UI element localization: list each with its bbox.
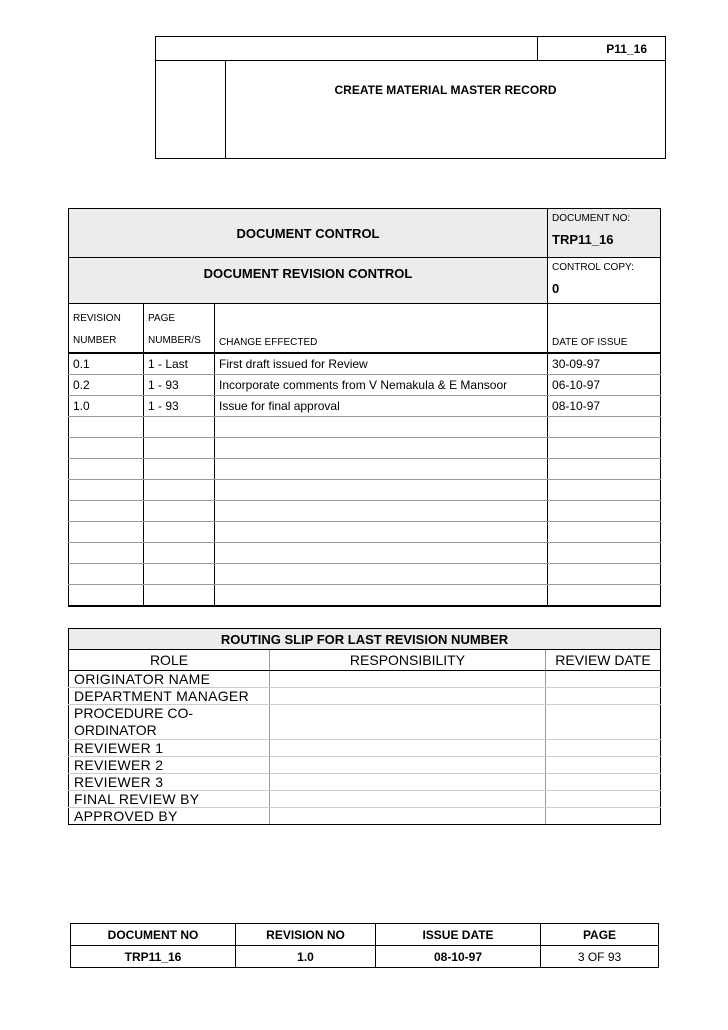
revision-cell-change: Incorporate comments from V Nemakula & E Mansoor bbox=[215, 375, 548, 396]
revision-cell-change bbox=[215, 564, 548, 585]
document-control-title: DOCUMENT CONTROL bbox=[69, 209, 548, 258]
page-title: CREATE MATERIAL MASTER RECORD bbox=[226, 61, 666, 159]
revision-cell-change bbox=[215, 522, 548, 543]
routing-row bbox=[69, 774, 661, 791]
col-revision-line2: NUMBER bbox=[73, 335, 117, 346]
revision-cell-pages: 1 - 93 bbox=[144, 396, 215, 417]
revision-row bbox=[69, 480, 661, 501]
revision-cell-change bbox=[215, 585, 548, 607]
revision-cell-pages: 1 - Last bbox=[144, 353, 215, 375]
routing-row bbox=[69, 808, 661, 825]
doc-no-label: DOCUMENT NO: bbox=[552, 213, 631, 224]
routing-responsibility bbox=[270, 791, 546, 808]
routing-row bbox=[69, 705, 661, 740]
revision-row bbox=[69, 585, 661, 607]
routing-role: PROCEDURE CO-ORDINATOR bbox=[69, 705, 270, 740]
logo-cell bbox=[156, 61, 226, 159]
revision-cell-date bbox=[548, 522, 661, 543]
routing-responsibility bbox=[270, 705, 546, 740]
revision-cell-revision bbox=[69, 480, 144, 501]
revision-cell-pages bbox=[144, 459, 215, 480]
header-blank-cell bbox=[156, 37, 538, 61]
control-copy-value: 0 bbox=[552, 281, 560, 296]
revision-cell-change: Issue for final approval bbox=[215, 396, 548, 417]
revision-cell-revision bbox=[69, 585, 144, 607]
routing-row bbox=[69, 740, 661, 757]
revision-cell-pages bbox=[144, 585, 215, 607]
revision-cell-change bbox=[215, 459, 548, 480]
routing-row bbox=[69, 671, 661, 688]
revision-cell-pages bbox=[144, 543, 215, 564]
revision-cell-change bbox=[215, 438, 548, 459]
col-responsibility-header: RESPONSIBILITY bbox=[270, 650, 546, 671]
routing-review-date bbox=[546, 688, 661, 705]
routing-responsibility bbox=[270, 774, 546, 791]
footer-revision-no: 1.0 bbox=[236, 946, 376, 968]
col-revision-header bbox=[69, 304, 144, 354]
revision-cell-change bbox=[215, 480, 548, 501]
col-page-header bbox=[144, 304, 215, 354]
revision-cell-revision bbox=[69, 459, 144, 480]
revision-cell-date bbox=[548, 417, 661, 438]
routing-review-date bbox=[546, 808, 661, 825]
revision-cell-date bbox=[548, 459, 661, 480]
revision-cell-date: 06-10-97 bbox=[548, 375, 661, 396]
footer-page: 3 OF 93 bbox=[541, 946, 659, 968]
routing-role: DEPARTMENT MANAGER bbox=[69, 688, 270, 705]
revision-row bbox=[69, 543, 661, 564]
revision-cell-pages bbox=[144, 438, 215, 459]
revision-cell-revision: 1.0 bbox=[69, 396, 144, 417]
routing-role: APPROVED BY bbox=[69, 808, 270, 825]
revision-cell-pages bbox=[144, 501, 215, 522]
doc-no-value: TRP11_16 bbox=[552, 232, 614, 247]
revision-row bbox=[69, 564, 661, 585]
routing-responsibility bbox=[270, 757, 546, 774]
revision-cell-revision bbox=[69, 522, 144, 543]
col-date-header: DATE OF ISSUE bbox=[548, 304, 661, 354]
routing-row bbox=[69, 757, 661, 774]
revision-cell-date: 08-10-97 bbox=[548, 396, 661, 417]
col-page-line1: PAGE bbox=[148, 313, 176, 324]
col-change-header: CHANGE EFFECTED bbox=[215, 304, 548, 354]
revision-cell-date bbox=[548, 543, 661, 564]
routing-responsibility bbox=[270, 740, 546, 757]
revision-cell-revision bbox=[69, 543, 144, 564]
footer-issue-date: 08-10-97 bbox=[376, 946, 541, 968]
footer-doc-no: TRP11_16 bbox=[71, 946, 236, 968]
col-review-date-header: REVIEW DATE bbox=[546, 650, 661, 671]
col-role-header: ROLE bbox=[69, 650, 270, 671]
footer-issue-date-label: ISSUE DATE bbox=[376, 924, 541, 946]
routing-responsibility bbox=[270, 688, 546, 705]
revision-cell-date bbox=[548, 564, 661, 585]
routing-review-date bbox=[546, 740, 661, 757]
document-control-table bbox=[68, 208, 661, 607]
revision-cell-date: 30-09-97 bbox=[548, 353, 661, 375]
footer-page-label: PAGE bbox=[541, 924, 659, 946]
routing-role: REVIEWER 1 bbox=[69, 740, 270, 757]
revision-cell-pages bbox=[144, 522, 215, 543]
routing-role: ORIGINATOR NAME bbox=[69, 671, 270, 688]
revision-row bbox=[69, 522, 661, 543]
revision-rows bbox=[69, 353, 661, 606]
routing-review-date bbox=[546, 671, 661, 688]
revision-cell-pages bbox=[144, 417, 215, 438]
revision-cell-revision bbox=[69, 501, 144, 522]
control-copy-label: CONTROL COPY: bbox=[552, 262, 634, 273]
revision-cell-change bbox=[215, 417, 548, 438]
routing-slip-title: ROUTING SLIP FOR LAST REVISION NUMBER bbox=[69, 629, 661, 650]
revision-cell-revision bbox=[69, 438, 144, 459]
routing-responsibility bbox=[270, 671, 546, 688]
footer-table bbox=[70, 923, 659, 968]
routing-rows bbox=[69, 671, 661, 825]
routing-review-date bbox=[546, 791, 661, 808]
routing-responsibility bbox=[270, 808, 546, 825]
revision-cell-change: First draft issued for Review bbox=[215, 353, 548, 375]
revision-cell-date bbox=[548, 438, 661, 459]
revision-cell-pages: 1 - 93 bbox=[144, 375, 215, 396]
revision-cell-pages bbox=[144, 564, 215, 585]
routing-review-date bbox=[546, 705, 661, 740]
footer-doc-no-label: DOCUMENT NO bbox=[71, 924, 236, 946]
routing-review-date bbox=[546, 774, 661, 791]
routing-review-date bbox=[546, 757, 661, 774]
revision-cell-change bbox=[215, 501, 548, 522]
page-code: P11_16 bbox=[538, 37, 666, 61]
revision-cell-revision: 0.1 bbox=[69, 353, 144, 375]
revision-row bbox=[69, 417, 661, 438]
revision-cell-revision bbox=[69, 417, 144, 438]
revision-cell-pages bbox=[144, 480, 215, 501]
col-page-line2: NUMBER/S bbox=[148, 335, 201, 346]
routing-row bbox=[69, 791, 661, 808]
routing-role: FINAL REVIEW BY bbox=[69, 791, 270, 808]
routing-role: REVIEWER 2 bbox=[69, 757, 270, 774]
routing-slip-table bbox=[68, 628, 661, 825]
revision-row bbox=[69, 501, 661, 522]
revision-row bbox=[69, 375, 661, 396]
revision-cell-date bbox=[548, 480, 661, 501]
revision-row bbox=[69, 353, 661, 375]
revision-row bbox=[69, 459, 661, 480]
routing-role: REVIEWER 3 bbox=[69, 774, 270, 791]
control-copy-cell bbox=[548, 258, 661, 304]
revision-control-title: DOCUMENT REVISION CONTROL bbox=[69, 258, 548, 304]
doc-no-cell bbox=[548, 209, 661, 258]
revision-cell-date bbox=[548, 501, 661, 522]
revision-cell-change bbox=[215, 543, 548, 564]
revision-row bbox=[69, 396, 661, 417]
header-block bbox=[155, 36, 666, 159]
revision-cell-revision: 0.2 bbox=[69, 375, 144, 396]
revision-row bbox=[69, 438, 661, 459]
col-revision-line1: REVISION bbox=[73, 313, 121, 324]
revision-cell-date bbox=[548, 585, 661, 607]
footer-revision-no-label: REVISION NO bbox=[236, 924, 376, 946]
routing-row bbox=[69, 688, 661, 705]
revision-cell-revision bbox=[69, 564, 144, 585]
